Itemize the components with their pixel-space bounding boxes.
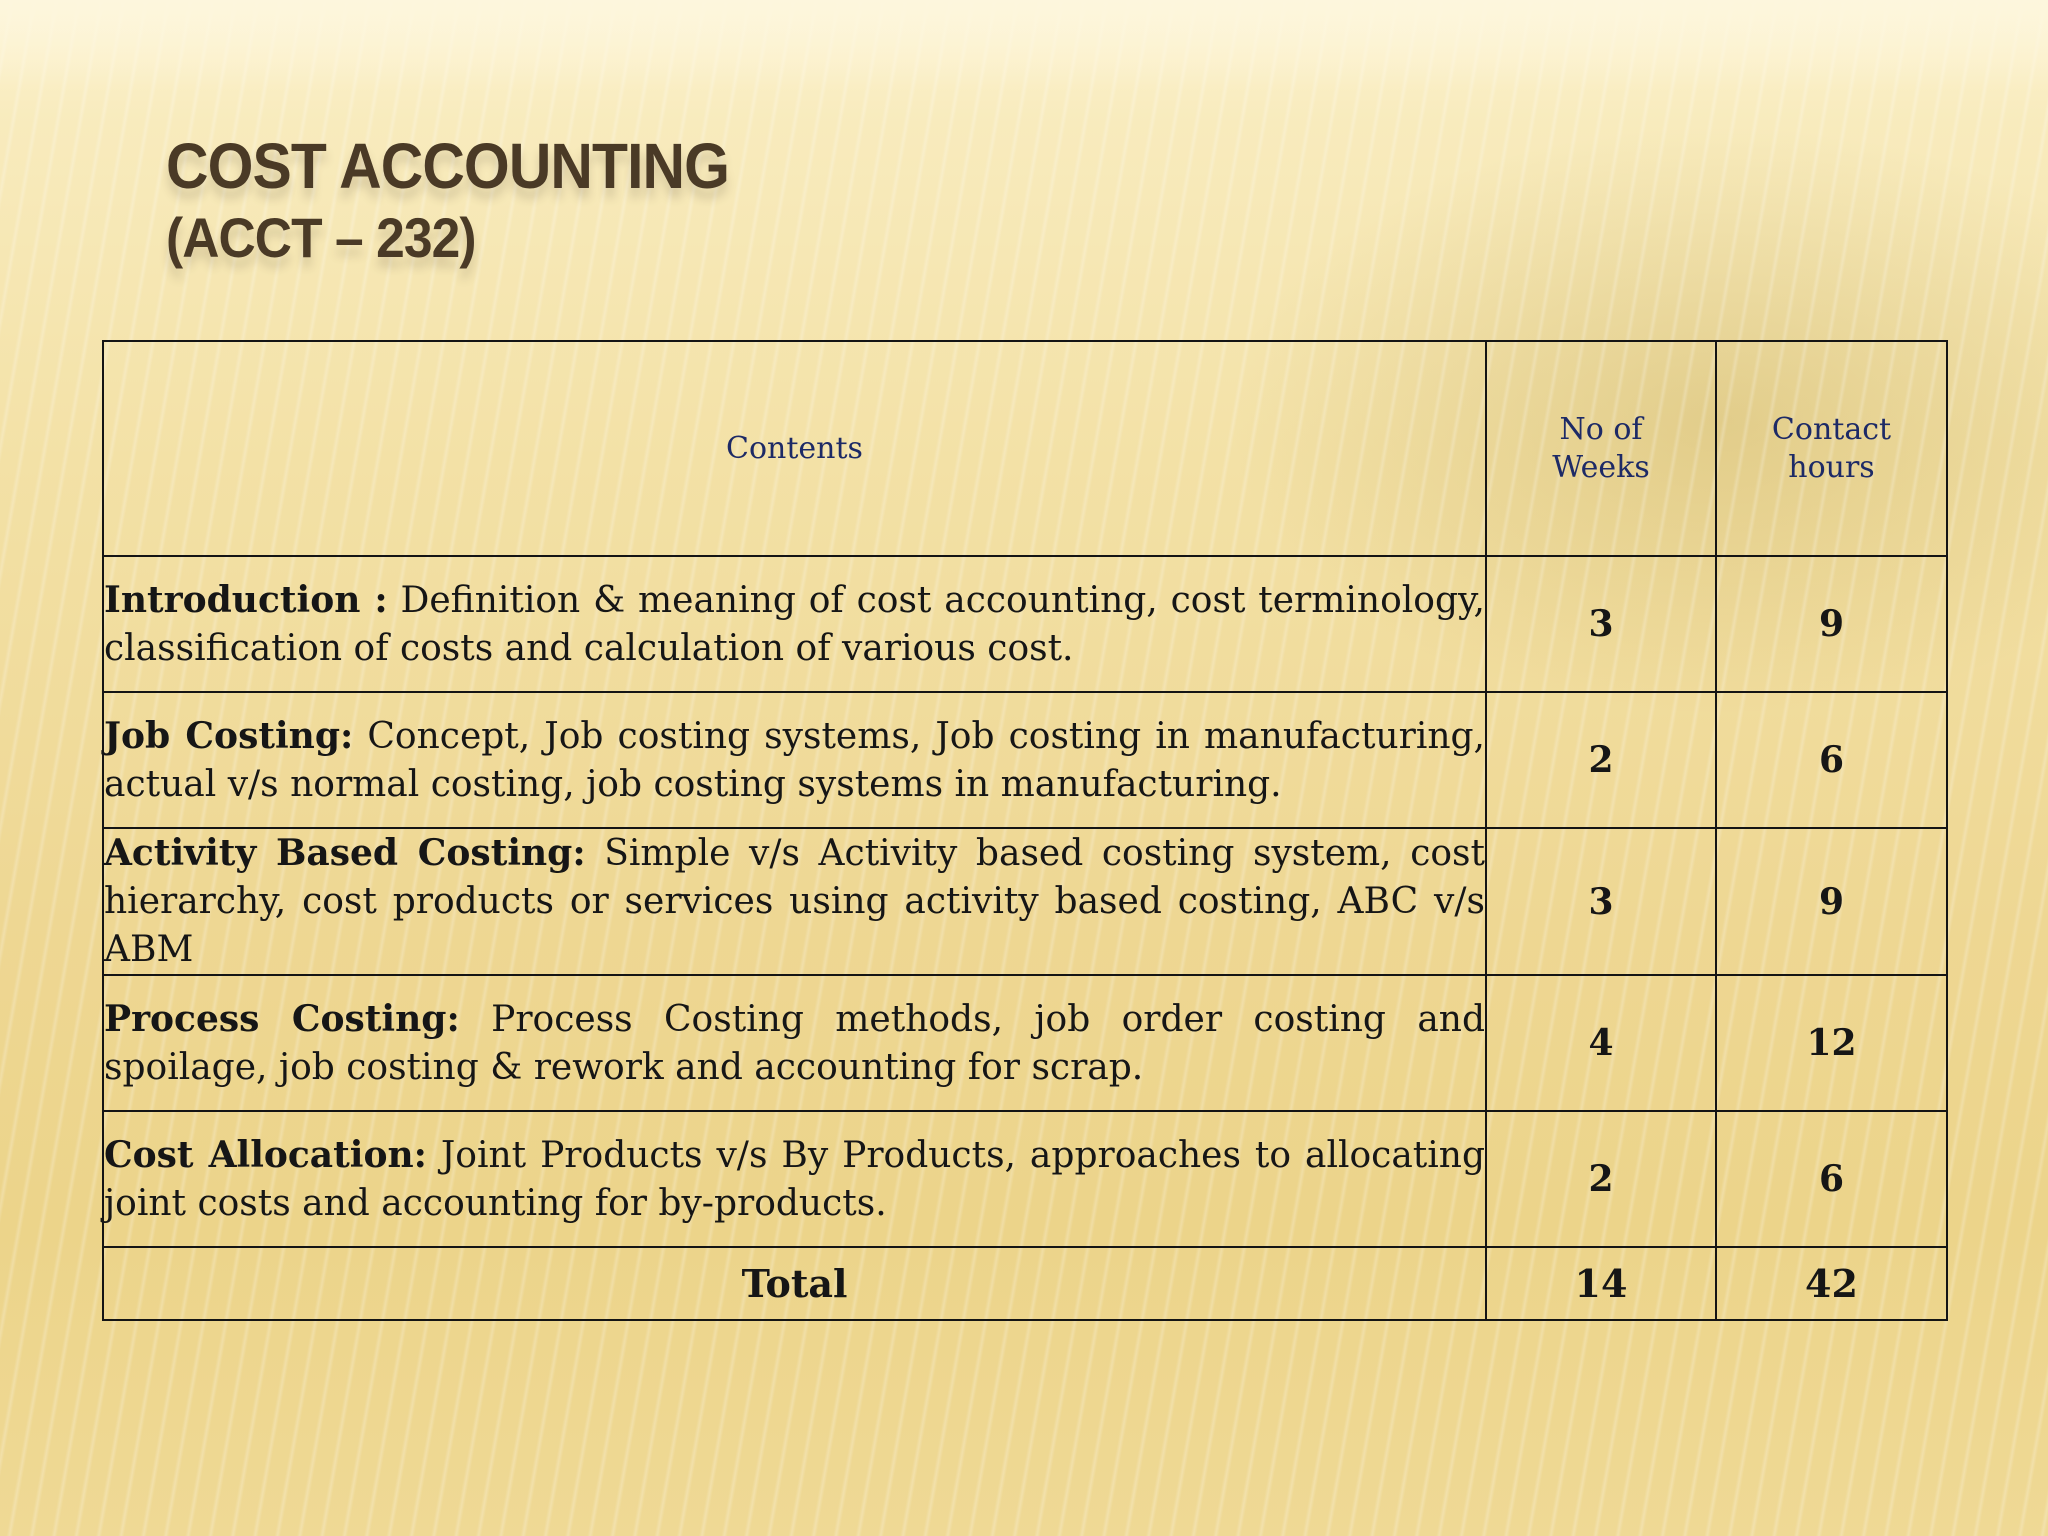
table-header-row [103,341,1947,556]
row-content [103,556,1486,692]
row-content [103,975,1486,1111]
syllabus-table [102,340,1948,1321]
row-hours: 9 [1716,556,1947,692]
row-weeks: 3 [1486,828,1716,975]
row-description: Simple v/s Activity based costing system, cost hierarchy, cost products or services using activity based costing, ABC v/s ABM [104,833,1485,970]
row-topic: Job Costing: [104,714,354,757]
header-hours-line2: hours [1788,449,1875,485]
row-content [103,828,1486,975]
header-weeks-line2: Weeks [1552,449,1650,485]
row-weeks: 4 [1486,975,1716,1111]
total-label: Total [103,1247,1486,1320]
header-hours-line1: Contact [1771,411,1892,447]
row-topic: Cost Allocation: [104,1133,427,1176]
header-weeks-line1: No of [1559,411,1643,447]
row-hours: 6 [1716,1111,1947,1247]
slide-title-block [166,128,778,272]
background-top-fade [0,0,2048,90]
row-content [103,1111,1486,1247]
row-description: Joint Products v/s By Products, approaches to allocating joint costs and accounting for by-products. [104,1134,1485,1224]
header-hours [1716,341,1947,556]
table-total-row [103,1247,1947,1320]
table-row [103,1111,1947,1247]
total-hours: 42 [1716,1247,1947,1320]
slide-title: COST ACCOUNTING [166,130,729,202]
table-row [103,975,1947,1111]
row-topic: Introduction : [104,578,388,621]
header-contents [103,341,1486,556]
header-contents-label: Contents [726,430,863,466]
row-topic: Activity Based Costing: [104,832,586,874]
row-weeks: 3 [1486,556,1716,692]
row-weeks: 2 [1486,1111,1716,1247]
row-content [103,692,1486,828]
total-weeks: 14 [1486,1247,1716,1320]
row-hours: 9 [1716,828,1947,975]
slide-subtitle: (ACCT – 232) [166,206,476,269]
table-row [103,556,1947,692]
row-weeks: 2 [1486,692,1716,828]
row-hours: 6 [1716,692,1947,828]
table-row [103,692,1947,828]
header-weeks [1486,341,1716,556]
row-description: Definition & meaning of cost accounting, cost terminology, classification of costs and calculation of various cost. [104,579,1486,669]
row-description: Concept, Job costing systems, Job costing in manufacturing, actual v/s normal costing, job costing systems in manufacturing. [104,715,1486,805]
row-topic: Process Costing: [104,997,460,1040]
row-hours: 12 [1716,975,1947,1111]
table-row [103,828,1947,975]
row-description: Process Costing methods, job order costing and spoilage, job costing & rework and accounting for scrap. [104,998,1486,1088]
